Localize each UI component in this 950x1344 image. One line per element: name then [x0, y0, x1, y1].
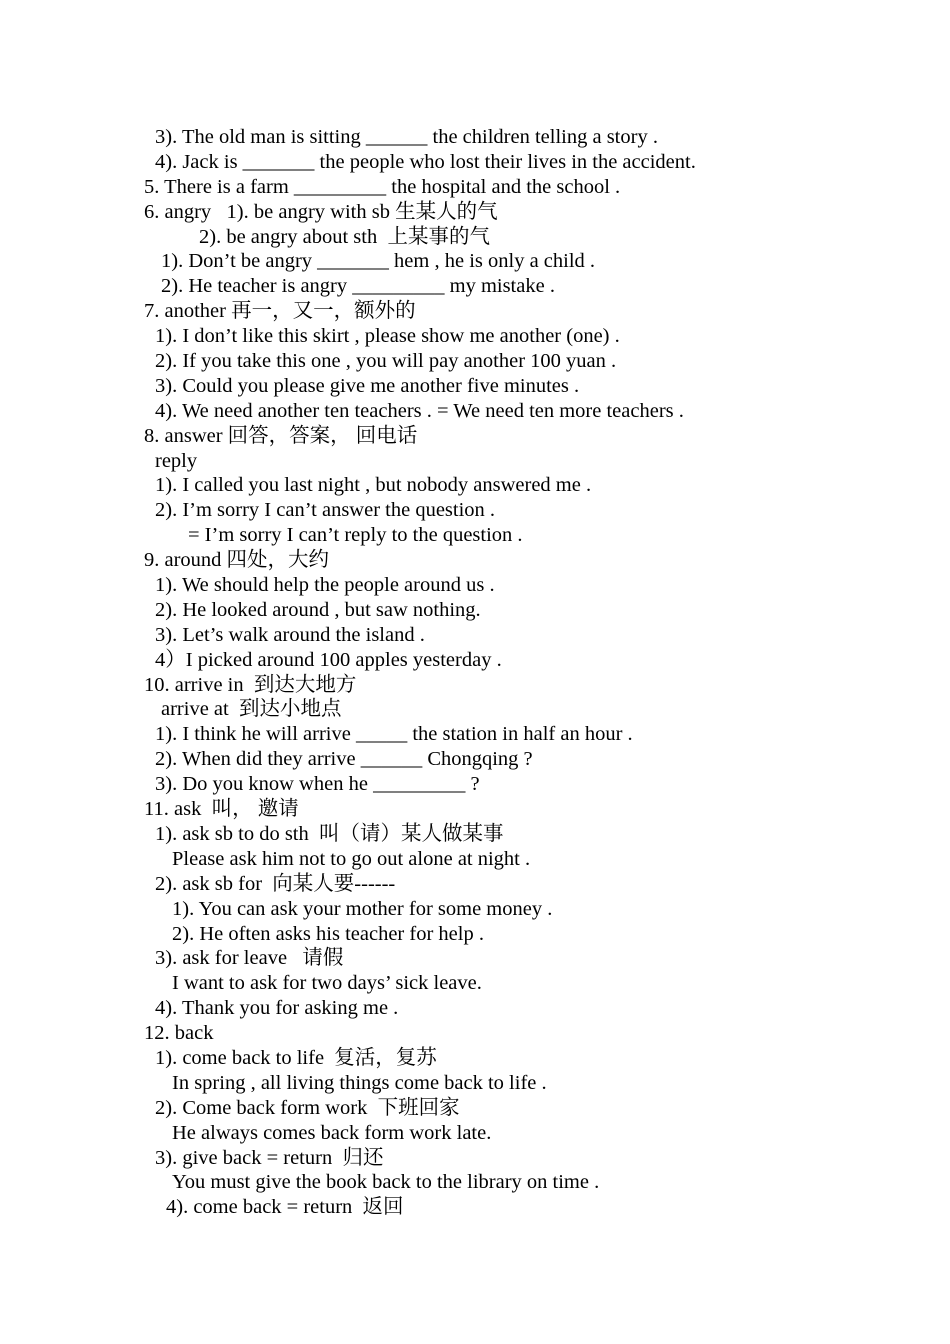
document-page: [0, 125, 950, 1220]
text-line: 2). ask sb for 向某人要------: [155, 872, 396, 895]
text-line: 3). give back = return 归还: [155, 1146, 384, 1169]
text-line: 1). I called you last night , but nobody answered me .: [155, 474, 592, 497]
text-line: 3). Do you know when he _________ ?: [155, 773, 480, 796]
text-line: 4). Jack is _______ the people who lost their lives in the accident.: [155, 150, 696, 173]
text-line: 10. arrive in 到达大地方: [144, 673, 357, 696]
text-line: 5. There is a farm _________ the hospital and the school .: [144, 175, 621, 198]
text-line: Please ask him not to go out alone at night .: [172, 847, 531, 870]
text-line: 1). I don’t like this skirt , please show me another (one) .: [155, 325, 620, 348]
text-line: 3). Let’s walk around the island .: [155, 623, 425, 646]
text-line: 1). You can ask your mother for some money .: [172, 897, 553, 920]
text-line: 4）I picked around 100 apples yesterday .: [155, 648, 502, 671]
text-line: You must give the book back to the library on time .: [172, 1171, 600, 1194]
text-line: 1). ask sb to do sth 叫（请）某人做某事: [155, 822, 504, 845]
text-line: 2). be angry about sth 上某事的气: [199, 225, 490, 248]
text-line: I want to ask for two days’ sick leave.: [172, 972, 482, 995]
text-line: 1). come back to life 复活，复苏: [155, 1046, 437, 1069]
text-line: 4). We need another ten teachers . = We need ten more teachers .: [155, 399, 684, 422]
text-line: reply: [155, 449, 198, 472]
text-line: 2). When did they arrive ______ Chongqing ?: [155, 748, 533, 771]
text-line: 3). The old man is sitting ______ the children telling a story .: [155, 126, 658, 148]
text-line: He always comes back form work late.: [172, 1121, 492, 1144]
text-line: 2). If you take this one , you will pay another 100 yuan .: [155, 350, 617, 373]
text-line: 12. back: [144, 1022, 214, 1045]
text-line: 3). ask for leave 请假: [155, 947, 344, 970]
text-line: 1). I think he will arrive _____ the station in half an hour .: [155, 723, 633, 746]
text-line: 4). come back = return 返回: [166, 1196, 404, 1219]
text-line: 1). Don’t be angry _______ hem , he is only a child .: [161, 250, 596, 273]
text-line: 2). I’m sorry I can’t answer the question .: [155, 499, 496, 522]
text-line: arrive at 到达小地点: [161, 698, 342, 721]
text-line: 7. another 再一，又一，额外的: [144, 300, 416, 323]
text-line: 2). He looked around , but saw nothing.: [155, 598, 481, 621]
text-line: In spring , all living things come back to life .: [172, 1071, 547, 1094]
text-line: 11. ask 叫， 邀请: [144, 798, 299, 821]
text-line: 4). Thank you for asking me .: [155, 997, 399, 1020]
text-line: 8. answer 回答，答案， 回电话: [144, 424, 418, 447]
text-line: = I’m sorry I can’t reply to the question .: [188, 524, 523, 547]
text-line: 6. angry 1). be angry with sb 生某人的气: [144, 200, 498, 223]
text-line: 1). We should help the people around us .: [155, 574, 495, 597]
text-line: 2). He often asks his teacher for help .: [172, 922, 484, 945]
text-line: 2). Come back form work 下班回家: [155, 1096, 460, 1119]
text-line: 2). He teacher is angry _________ my mistake .: [161, 275, 555, 298]
text-line: 3). Could you please give me another five minutes .: [155, 374, 580, 397]
text-line: 9. around 四处，大约: [144, 549, 330, 572]
